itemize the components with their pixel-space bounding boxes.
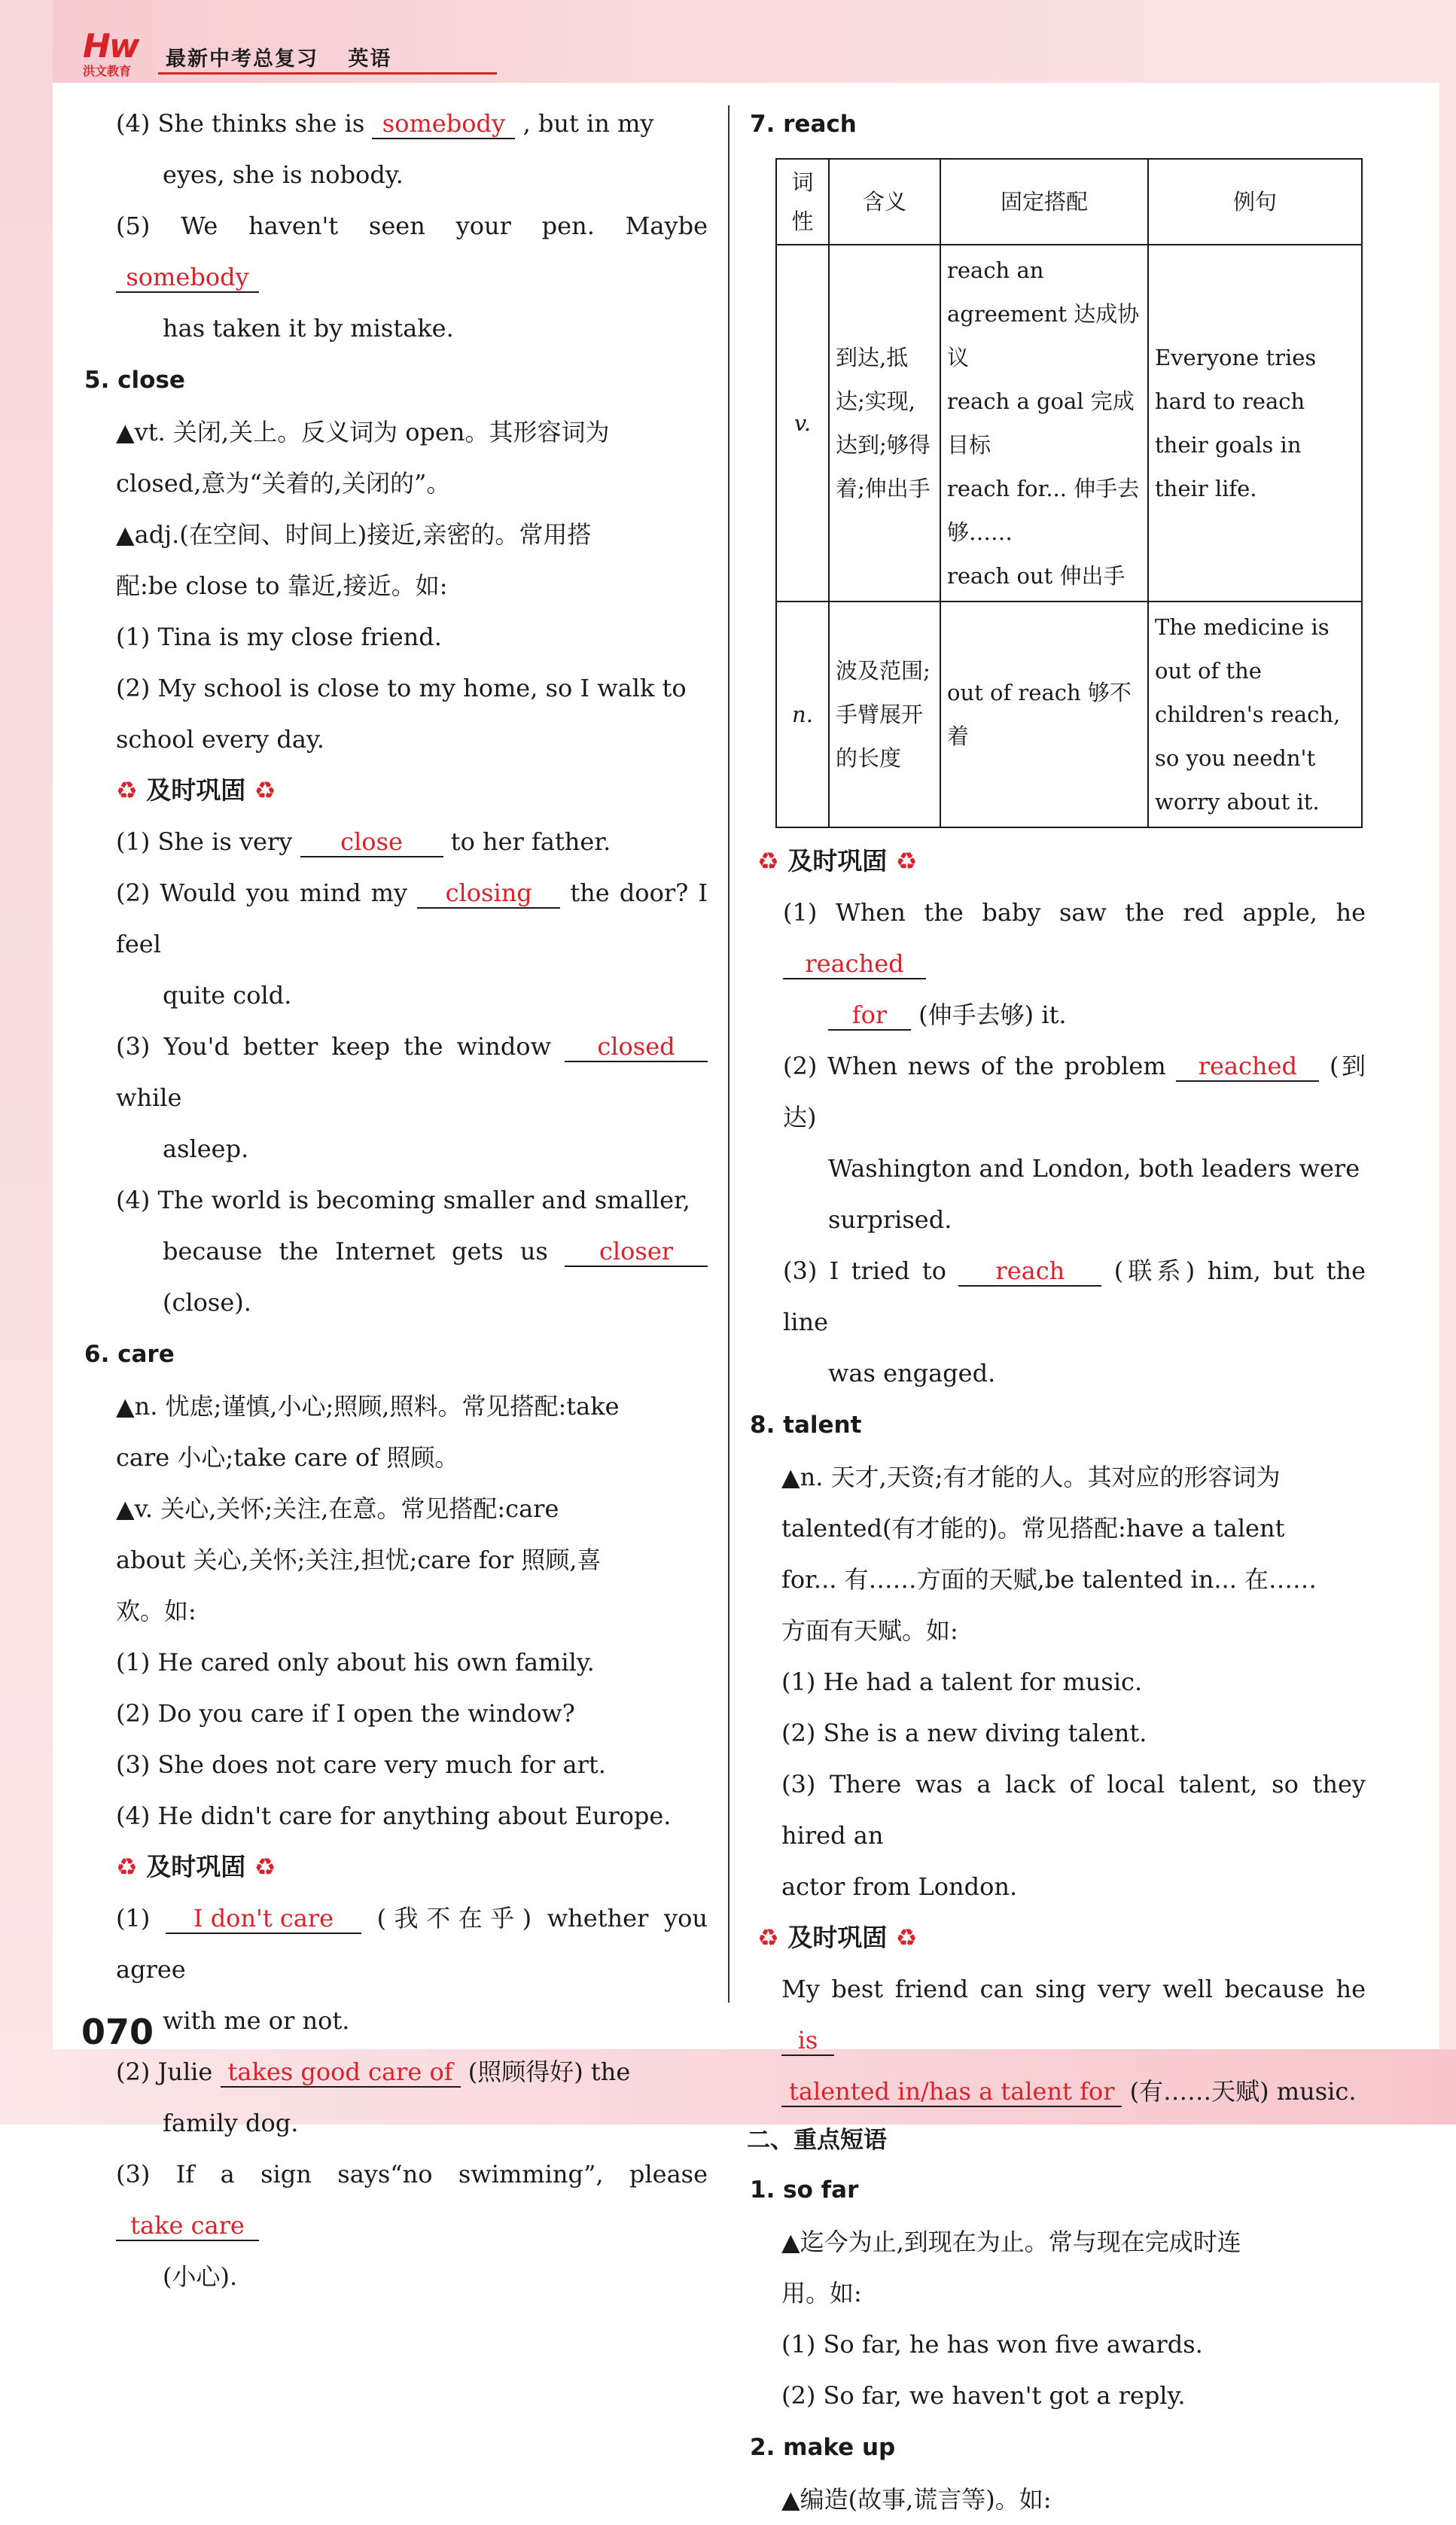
page-number: 070 [81,2012,154,2052]
exercise-continued: family dog. [163,2109,299,2137]
answer-blank: closed [565,1032,708,1062]
table-header: 词性 [776,159,829,245]
exercise-continued: surprised. [828,1205,952,1234]
recycle-icon: ♻ [757,1923,779,1952]
answer-blank: is [781,2026,834,2056]
definition: ▲n. 忧虑;谨慎,小心;照顾,照料。常见搭配:take [116,1392,620,1421]
definition: 方面有天赋。如: [781,1616,958,1645]
recycle-icon: ♻ [116,776,138,805]
meaning-cell: 波及范围;手臂展开的长度 [829,602,940,827]
section-heading-phrases: 二、重点短语 [747,2127,887,2154]
exercise-item: (4) She thinks she is somebody , but in my [116,109,654,138]
definition: ▲编造(故事,谎言等)。如: [781,2485,1052,2514]
answer-blank: somebody [116,263,259,293]
answer-blank: for [828,1001,911,1031]
definition: ▲迄今为止,到现在为止。常与现在完成时连 [781,2228,1241,2256]
recycle-icon: ♻ [254,776,276,805]
exercise-continued: for (伸手去够) it. [747,989,1366,1040]
exercise-continued: because the Internet gets us closer (close). [81,1226,708,1328]
exercise-item: (1) When the baby saw the red apple, he reached [783,898,1366,978]
example-sentence: (2) My school is close to my home, so I walk to [116,674,687,702]
exercise-item: (3) You'd better keep the window closed while [81,1021,708,1123]
definition: talented(有才能的)。常见搭配:have a talent [781,1514,1285,1543]
definition: 欢。如: [116,1597,196,1625]
example-sentence: actor from London. [781,1872,1018,1901]
example-sentence: (1) Tina is my close friend. [116,623,442,651]
definition: ▲vt. 关闭,关上。反义词为 open。其形容词为 [116,418,610,446]
exercise-item: (1) She is very close to her father. [116,827,611,856]
definition: ▲n. 天才,天资;有才能的人。其对应的形容词为 [781,1463,1281,1491]
exercise-item: (2) When news of the problem reached (到达) [783,1052,1366,1132]
left-margin-band [0,0,53,2124]
pos-cell: n. [776,602,829,827]
exercise-continued: asleep. [163,1135,249,1163]
example-sentence: (1) He had a talent for music. [781,1668,1143,1696]
exercise-continued: quite cold. [163,981,292,1010]
column-divider [728,105,730,2003]
exercise-continued: (小心). [163,2262,238,2291]
answer-blank: closing [417,879,560,909]
logo-mark: Hw [83,27,139,65]
phrase-heading-make-up: 2. make up [750,2434,896,2461]
table-header-row [776,159,1362,245]
exercise-item: (3) If a sign says“no swimming”, please take care [116,2160,708,2240]
example-sentence: (4) He didn't care for anything about Europe. [116,1802,672,1830]
answer-blank: somebody [372,109,515,139]
answer-blank: talented in/has a talent for [781,2077,1122,2107]
definition: ▲adj.(在空间、时间上)接近,亲密的。常用搭 [116,520,592,549]
definition: care 小心;take care of 照顾。 [116,1443,459,1472]
exercise-continued: talented in/has a talent for (有……天赋) music. [747,2066,1366,2117]
example-cell: The medicine is out of the children's reach, so you needn't worry about it. [1148,602,1362,827]
word-heading-reach: 7. reach [750,111,857,138]
meaning-cell: 到达,抵达;实现,达到;够得着;伸出手 [829,245,940,602]
header-underline [158,72,497,75]
example-sentence: (2) She is a new diving talent. [781,1719,1147,1747]
pos-cell: v. [776,245,829,602]
example-cell: Everyone tries hard to reach their goals in their life. [1148,245,1362,602]
exercise-item: (2) Would you mind my closing the door? I feel [116,879,708,958]
subject-title: 英语 [348,47,392,71]
example-sentence: (2) Do you care if I open the window? [116,1699,575,1728]
table-header: 固定搭配 [940,159,1148,245]
answer-blank: reach [958,1256,1101,1287]
right-margin-band [1439,0,1456,2124]
reach-usage-table [775,158,1363,828]
phrase-heading-so-far: 1. so far [750,2176,859,2204]
consolidation-heading: ♻ 及时巩固 ♻ [116,775,276,805]
definition: for... 有……方面的天赋,be talented in... 在…… [781,1565,1317,1594]
consolidation-heading: ♻ 及时巩固 ♻ [757,846,918,876]
table-header: 例句 [1148,159,1362,245]
example-sentence: school every day. [116,725,324,754]
example-sentence: (1) So far, he has won five awards. [781,2330,1203,2359]
phrases-cell: reach an agreement 达成协议 reach a goal 完成目标 reach for... 伸手去够…… reach out 伸出手 [940,245,1148,602]
answer-blank: closer [565,1237,708,1267]
answer-blank: close [300,827,443,857]
recycle-icon: ♻ [757,847,779,876]
definition: 用。如: [781,2279,862,2307]
exercise-item: (5) We haven't seen your pen. Maybe somebody [116,212,708,291]
example-sentence: (2) So far, we haven't got a reply. [781,2381,1186,2410]
exercise-item: (4) The world is becoming smaller and smaller, [116,1186,690,1214]
right-column [747,98,1366,2525]
publisher-logo [83,27,151,80]
exercise-continued: was engaged. [828,1359,996,1387]
consolidation-heading: ♻ 及时巩固 ♻ [116,1852,276,1881]
exercise-continued: Washington and London, both leaders were [828,1154,1360,1183]
definition: ▲v. 关心,关怀;关注,在意。常见搭配:care [116,1494,559,1523]
book-title [166,42,413,72]
word-heading-close: 5. close [84,367,185,394]
table-row [776,602,1362,827]
definition: closed,意为“关着的,关闭的”。 [116,469,451,498]
table-row [776,245,1362,602]
left-column [81,98,708,2302]
exercise-item: My best friend can sing very well because he is [781,1975,1366,2054]
exercise-continued: with me or not. [163,2006,350,2035]
consolidation-heading: ♻ 及时巩固 ♻ [757,1923,918,1952]
word-heading-talent: 8. talent [750,1412,862,1439]
definition: about 关心,关怀;关注,担忧;care for 照顾,喜 [116,1546,602,1574]
recycle-icon: ♻ [895,1923,918,1952]
example-sentence: (3) There was a lack of local talent, so they hired an [781,1770,1366,1850]
phrases-cell: out of reach 够不着 [940,602,1148,827]
exercise-continued: eyes, she is nobody. [163,160,404,189]
recycle-icon: ♻ [116,1853,138,1881]
logo-subtitle: 洪文教育 [83,64,132,78]
exercise-item: (1) I don't care (我不在乎) whether you agree [116,1904,708,1984]
recycle-icon: ♻ [895,847,918,876]
answer-blank: take care [116,2211,259,2241]
definition: 配:be close to 靠近,接近。如: [116,571,448,600]
series-title: 最新中考总复习 [166,47,318,71]
example-sentence: (3) She does not care very much for art. [116,1750,606,1779]
exercise-item: (3) I tried to reach (联系) him, but the line [783,1256,1366,1336]
answer-blank: takes good care of [221,2057,461,2088]
table-header: 含义 [829,159,940,245]
word-heading-care: 6. care [84,1341,175,1368]
answer-blank: reached [1176,1052,1319,1082]
exercise-continued: has taken it by mistake. [163,314,454,343]
exercise-item: (2) Julie takes good care of (照顾得好) the [116,2057,631,2086]
example-sentence: (1) He cared only about his own family. [116,1648,595,1677]
recycle-icon: ♻ [254,1853,276,1881]
answer-blank: reached [783,949,926,979]
answer-blank: I don't care [166,1904,361,1934]
